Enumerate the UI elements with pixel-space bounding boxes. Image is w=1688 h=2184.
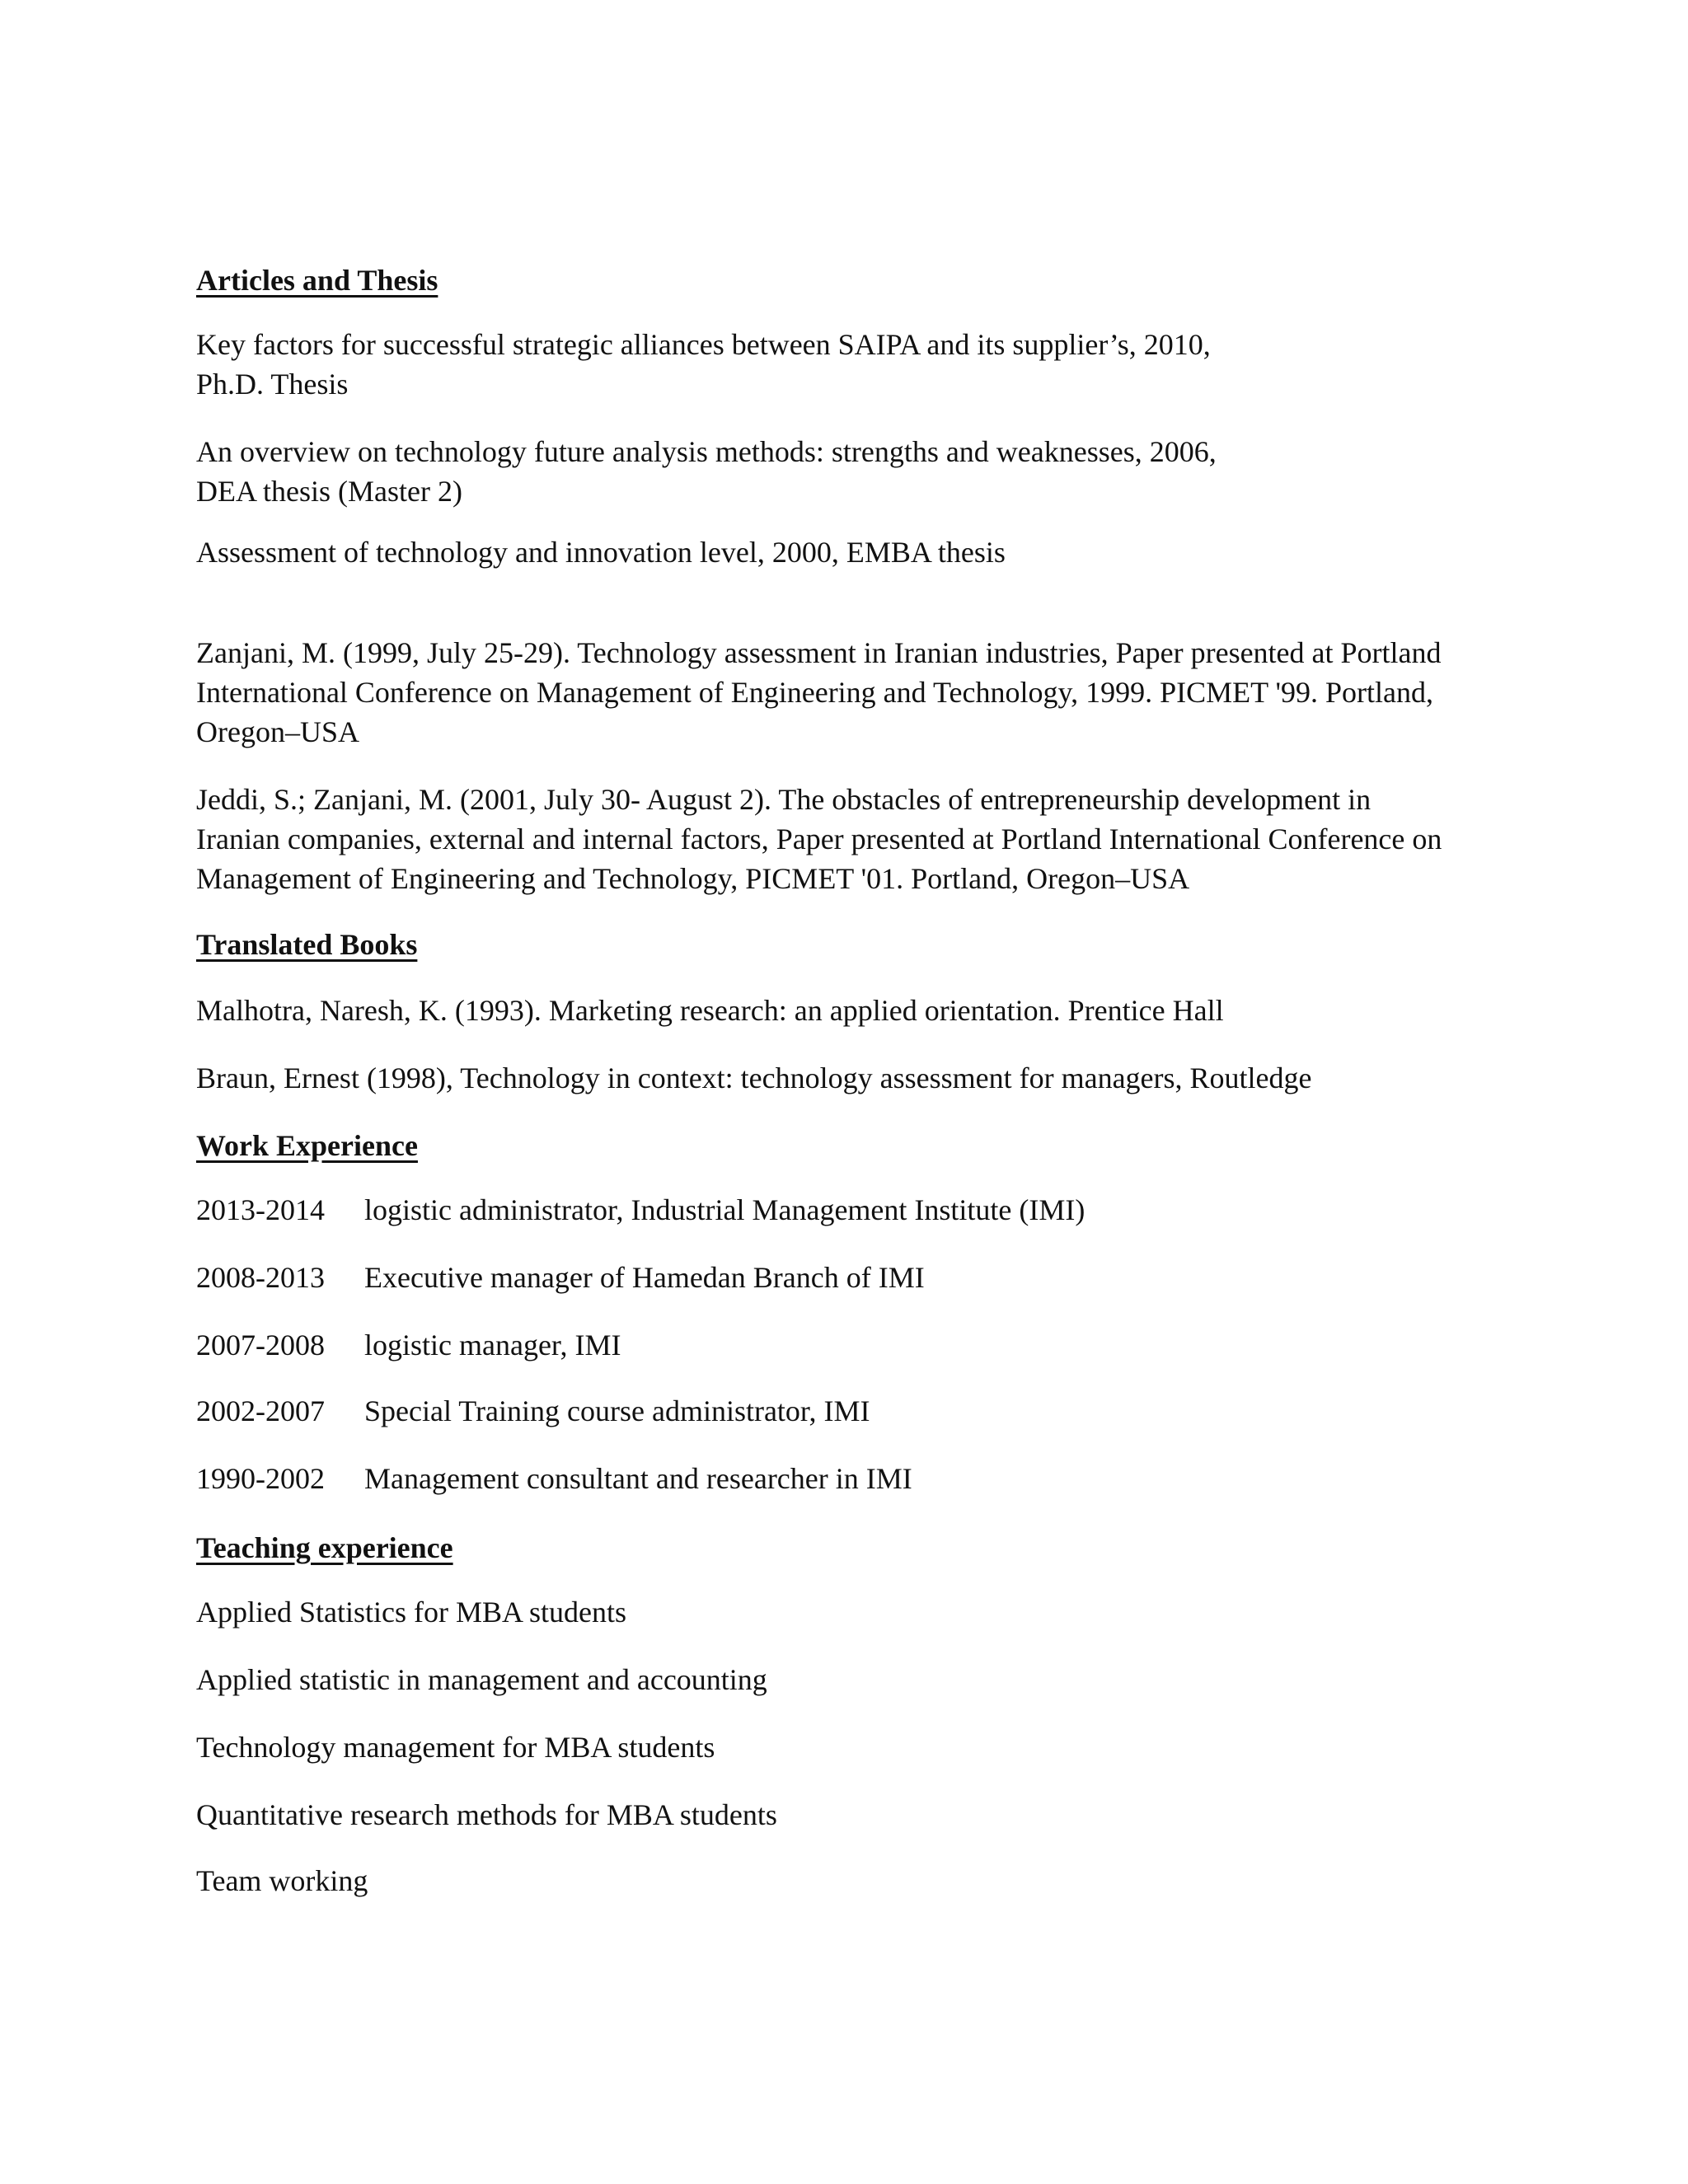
paper-item <box>196 633 1515 752</box>
thesis-item <box>196 432 1515 511</box>
paper-item <box>196 780 1515 898</box>
work-description: Special Training course administrator, IMI <box>364 1394 870 1427</box>
work-years: 1990-2002 <box>196 1462 325 1495</box>
paper-item-line: Jeddi, S.; Zanjani, M. (2001, July 30- August 2). The obstacles of entrepreneurship development in <box>196 783 1372 816</box>
thesis-item-line: Ph.D. Thesis <box>196 368 349 401</box>
section-heading-translated-books: Translated Books <box>196 928 418 961</box>
paper-item-line: Zanjani, M. (1999, July 25-29). Technology assessment in Iranian industries, Paper presented at Portland <box>196 636 1442 669</box>
teaching-item: Applied statistic in management and accounting <box>196 1663 767 1696</box>
work-description: Executive manager of Hamedan Branch of IMI <box>364 1261 925 1294</box>
work-description: logistic manager, IMI <box>364 1329 621 1361</box>
teaching-item: Team working <box>196 1864 368 1897</box>
thesis-item-line: Key factors for successful strategic alliances between SAIPA and its supplier’s, 2010, <box>196 328 1211 361</box>
thesis-item <box>196 532 1515 572</box>
teaching-item: Quantitative research methods for MBA students <box>196 1798 777 1831</box>
work-years: 2008-2013 <box>196 1261 325 1294</box>
paper-item-line: Iranian companies, external and internal factors, Paper presented at Portland International Conference on <box>196 823 1442 855</box>
paper-item-line: Oregon–USA <box>196 715 359 748</box>
paper-item-line: Management of Engineering and Technology, PICMET '01. Portland, Oregon–USA <box>196 862 1190 895</box>
teaching-item: Technology management for MBA students <box>196 1731 715 1764</box>
thesis-item <box>196 325 1515 404</box>
work-years: 2007-2008 <box>196 1329 325 1361</box>
section-heading-teaching-experience: Teaching experience <box>196 1531 453 1564</box>
work-description: Management consultant and researcher in IMI <box>364 1462 912 1495</box>
thesis-item-line: An overview on technology future analysis methods: strengths and weaknesses, 2006, <box>196 435 1217 468</box>
book-item: Malhotra, Naresh, K. (1993). Marketing research: an applied orientation. Prentice Hall <box>196 994 1224 1027</box>
thesis-item-line: DEA thesis (Master 2) <box>196 475 462 508</box>
work-description: logistic administrator, Industrial Management Institute (IMI) <box>364 1193 1085 1226</box>
paper-item-line: International Conference on Management of Engineering and Technology, 1999. PICMET '99. Portland, <box>196 676 1433 709</box>
thesis-item-line: Assessment of technology and innovation level, 2000, EMBA thesis <box>196 536 1006 569</box>
section-heading-work-experience: Work Experience <box>196 1129 418 1162</box>
book-item: Braun, Ernest (1998), Technology in context: technology assessment for managers, Routledge <box>196 1062 1312 1094</box>
work-years: 2013-2014 <box>196 1193 325 1226</box>
teaching-item: Applied Statistics for MBA students <box>196 1596 626 1629</box>
work-years: 2002-2007 <box>196 1394 325 1427</box>
section-heading-articles: Articles and Thesis <box>196 264 438 297</box>
